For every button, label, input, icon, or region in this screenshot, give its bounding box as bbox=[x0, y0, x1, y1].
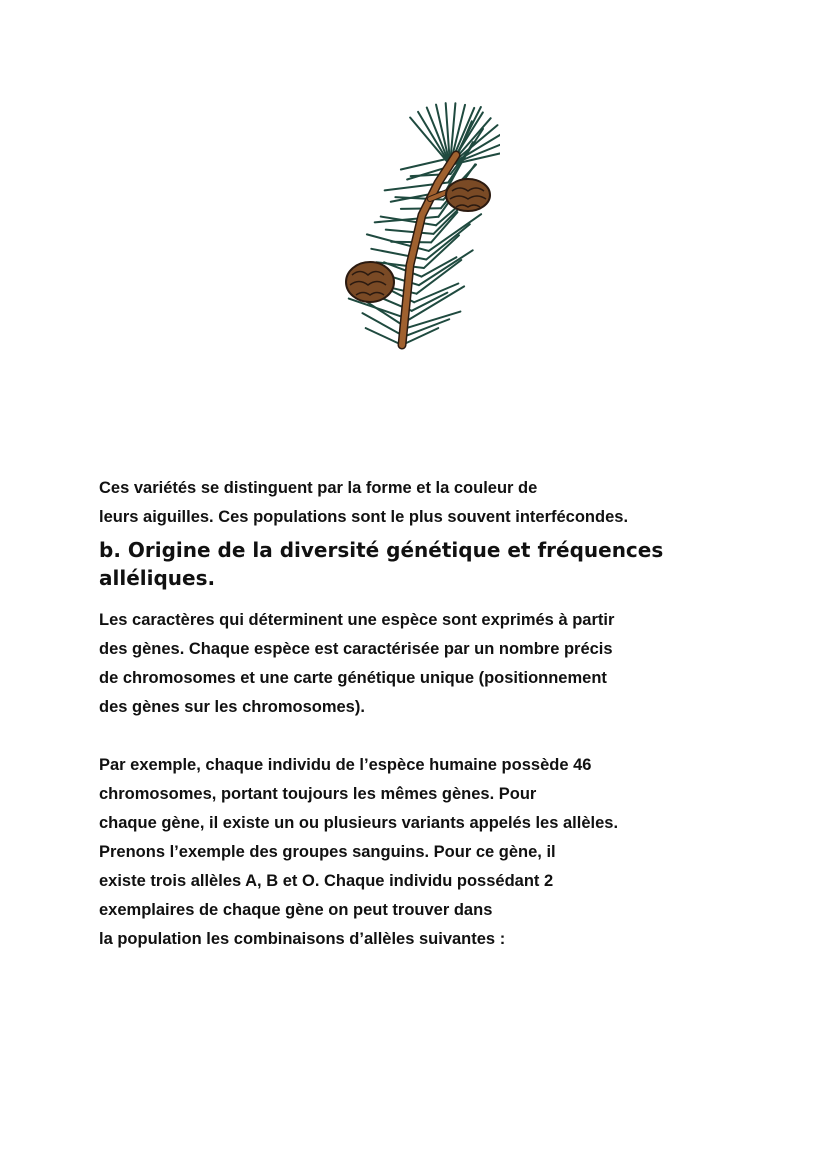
text-line: exemplaires de chaque gène on peut trouver dans bbox=[99, 901, 493, 919]
pine-branch-icon bbox=[330, 95, 500, 355]
text-line: de chromosomes et une carte génétique unique (positionnement bbox=[99, 669, 607, 687]
text-line: existe trois allèles A, B et O. Chaque individu possédant 2 bbox=[99, 872, 554, 890]
text-line: la population les combinaisons d’allèles suivantes : bbox=[99, 930, 506, 948]
paragraph-genes bbox=[99, 606, 739, 722]
text-line: leurs aiguilles. Ces populations sont le plus souvent interfécondes. bbox=[99, 508, 629, 526]
text-line: Par exemple, chaque individu de l’espèce humaine possède 46 bbox=[99, 756, 592, 774]
text-line: des gènes. Chaque espèce est caractérisée par un nombre précis bbox=[99, 640, 613, 658]
paragraph-example bbox=[99, 751, 739, 954]
pine-cone-bottom bbox=[346, 262, 394, 302]
text-line: chaque gène, il existe un ou plusieurs variants appelés les allèles. bbox=[99, 814, 619, 832]
text-line: Prenons l’exemple des groupes sanguins. Pour ce gène, il bbox=[99, 843, 556, 861]
text-line: chromosomes, portant toujours les mêmes gènes. Pour bbox=[99, 785, 537, 803]
page-content bbox=[99, 474, 739, 954]
intro-paragraph bbox=[99, 474, 739, 532]
heading-line: alléliques. bbox=[99, 566, 216, 590]
text-line: Ces variétés se distinguent par la forme et la couleur de bbox=[99, 479, 538, 497]
heading-line: b. Origine de la diversité génétique et fréquences bbox=[99, 538, 664, 562]
section-heading bbox=[99, 536, 739, 592]
text-line: des gènes sur les chromosomes). bbox=[99, 698, 365, 716]
text-line: Les caractères qui déterminent une espèce sont exprimés à partir bbox=[99, 611, 615, 629]
pine-cone-top bbox=[446, 179, 490, 211]
